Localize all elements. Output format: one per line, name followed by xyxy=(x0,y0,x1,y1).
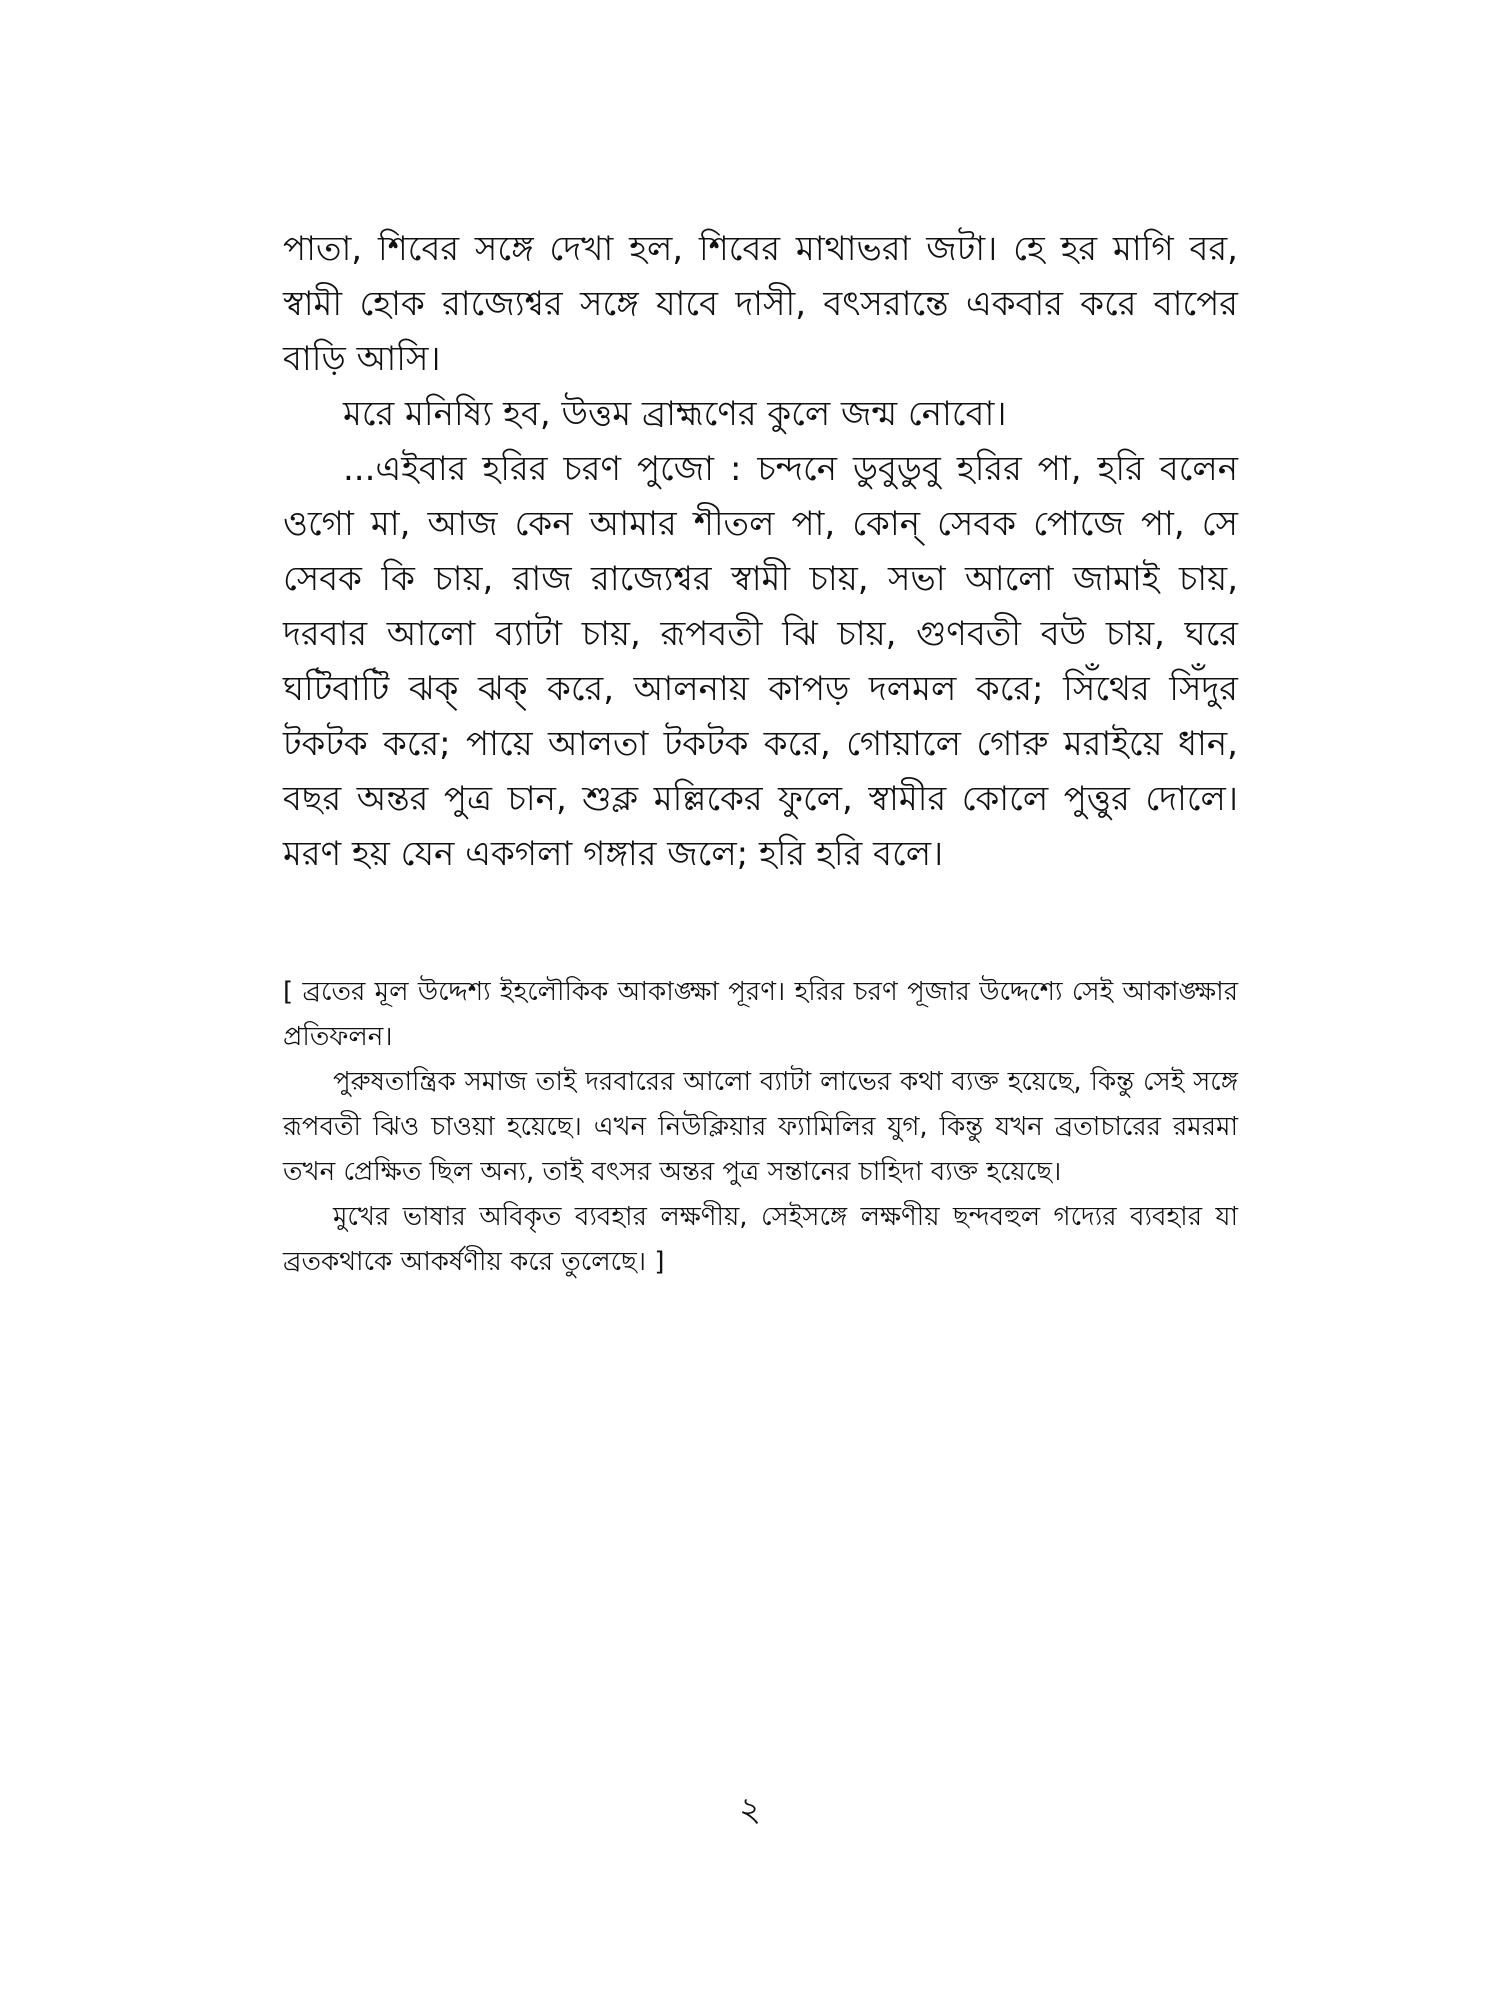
main-paragraph-1: পাতা, শিবের সঙ্গে দেখা হল, শিবের মাথাভরা জটা। হে হর মাগি বর, স্বামী হোক রাজ্যেশ্বর সঙ্গে যাবে দাসী, বৎসরান্তে একবার করে বাপের বাড়ি আসি। xyxy=(283,229,1238,379)
commentary-paragraph-1: [ ব্রতের মূল উদ্দেশ্য ইহলৌকিক আকাঙ্ক্ষা পূরণ। হরির চরণ পূজার উদ্দেশ্যে সেই আকাঙ্ক্ষার প্রতিফলন। xyxy=(283,977,1238,1052)
main-paragraph-3: ...এইবার হরির চরণ পুজো : চন্দনে ডুবুডুবু হরির পা, হরি বলেন ওগো মা, আজ কেন আমার শীতল পা, কোন্ সেবক পোজে পা, সে সেবক কি চায়, রাজ রাজ্যেশ্বর স্বামী চায়, সভা আলো জামাই চায়, দরবার আলো ব্যাটা চায়, রূপবতী ঝি চায়, গুণবতী বউ চায়, ঘরে ঘটিবাটি ঝক্ ঝক্ করে, আলনায় কাপড় দলমল করে; সিঁথের সিঁদুর টকটক করে; পায়ে আলতা টকটক করে, গোয়ালে গোরু মরাইয়ে ধান, বছর অন্তর পুত্র চান, শুক্ল মল্লিকের ফুলে, স্বামীর কোলে পুত্তুর দোলে। মরণ হয় যেন একগলা গঙ্গার জলে; হরি হরি বলে। xyxy=(283,449,1238,874)
main-paragraph-2: মরে মনিষ্যি হব, উত্তম ব্রাহ্মণের কুলে জন্ম নোবো। xyxy=(343,394,1007,434)
commentary-block xyxy=(283,970,1238,1285)
commentary-paragraph-3: মুখের ভাষার অবিকৃত ব্যবহার লক্ষণীয়, সেইসঙ্গে লক্ষণীয় ছন্দবহুল গদ্যের ব্যবহার যা ব্রতকথাকে আকর্ষণীয় করে তুলেছে। ] xyxy=(283,1202,1238,1277)
main-text-block xyxy=(283,222,1238,882)
commentary-paragraph-2: পুরুষতান্ত্রিক সমাজ তাই দরবারের আলো ব্যাটা লাভের কথা ব্যক্ত হয়েছে, কিন্তু সেই সঙ্গে রূপবতী ঝিও চাওয়া হয়েছে। এখন নিউক্লিয়ার ফ্যামিলির যুগ, কিন্তু যখন ব্রতাচারের রমরমা তখন প্রেক্ষিত ছিল অন্য, তাই বৎসর অন্তর পুত্র সন্তানের চাহিদা ব্যক্ত হয়েছে। xyxy=(283,1067,1238,1187)
page-number: ২ xyxy=(738,1790,762,1830)
